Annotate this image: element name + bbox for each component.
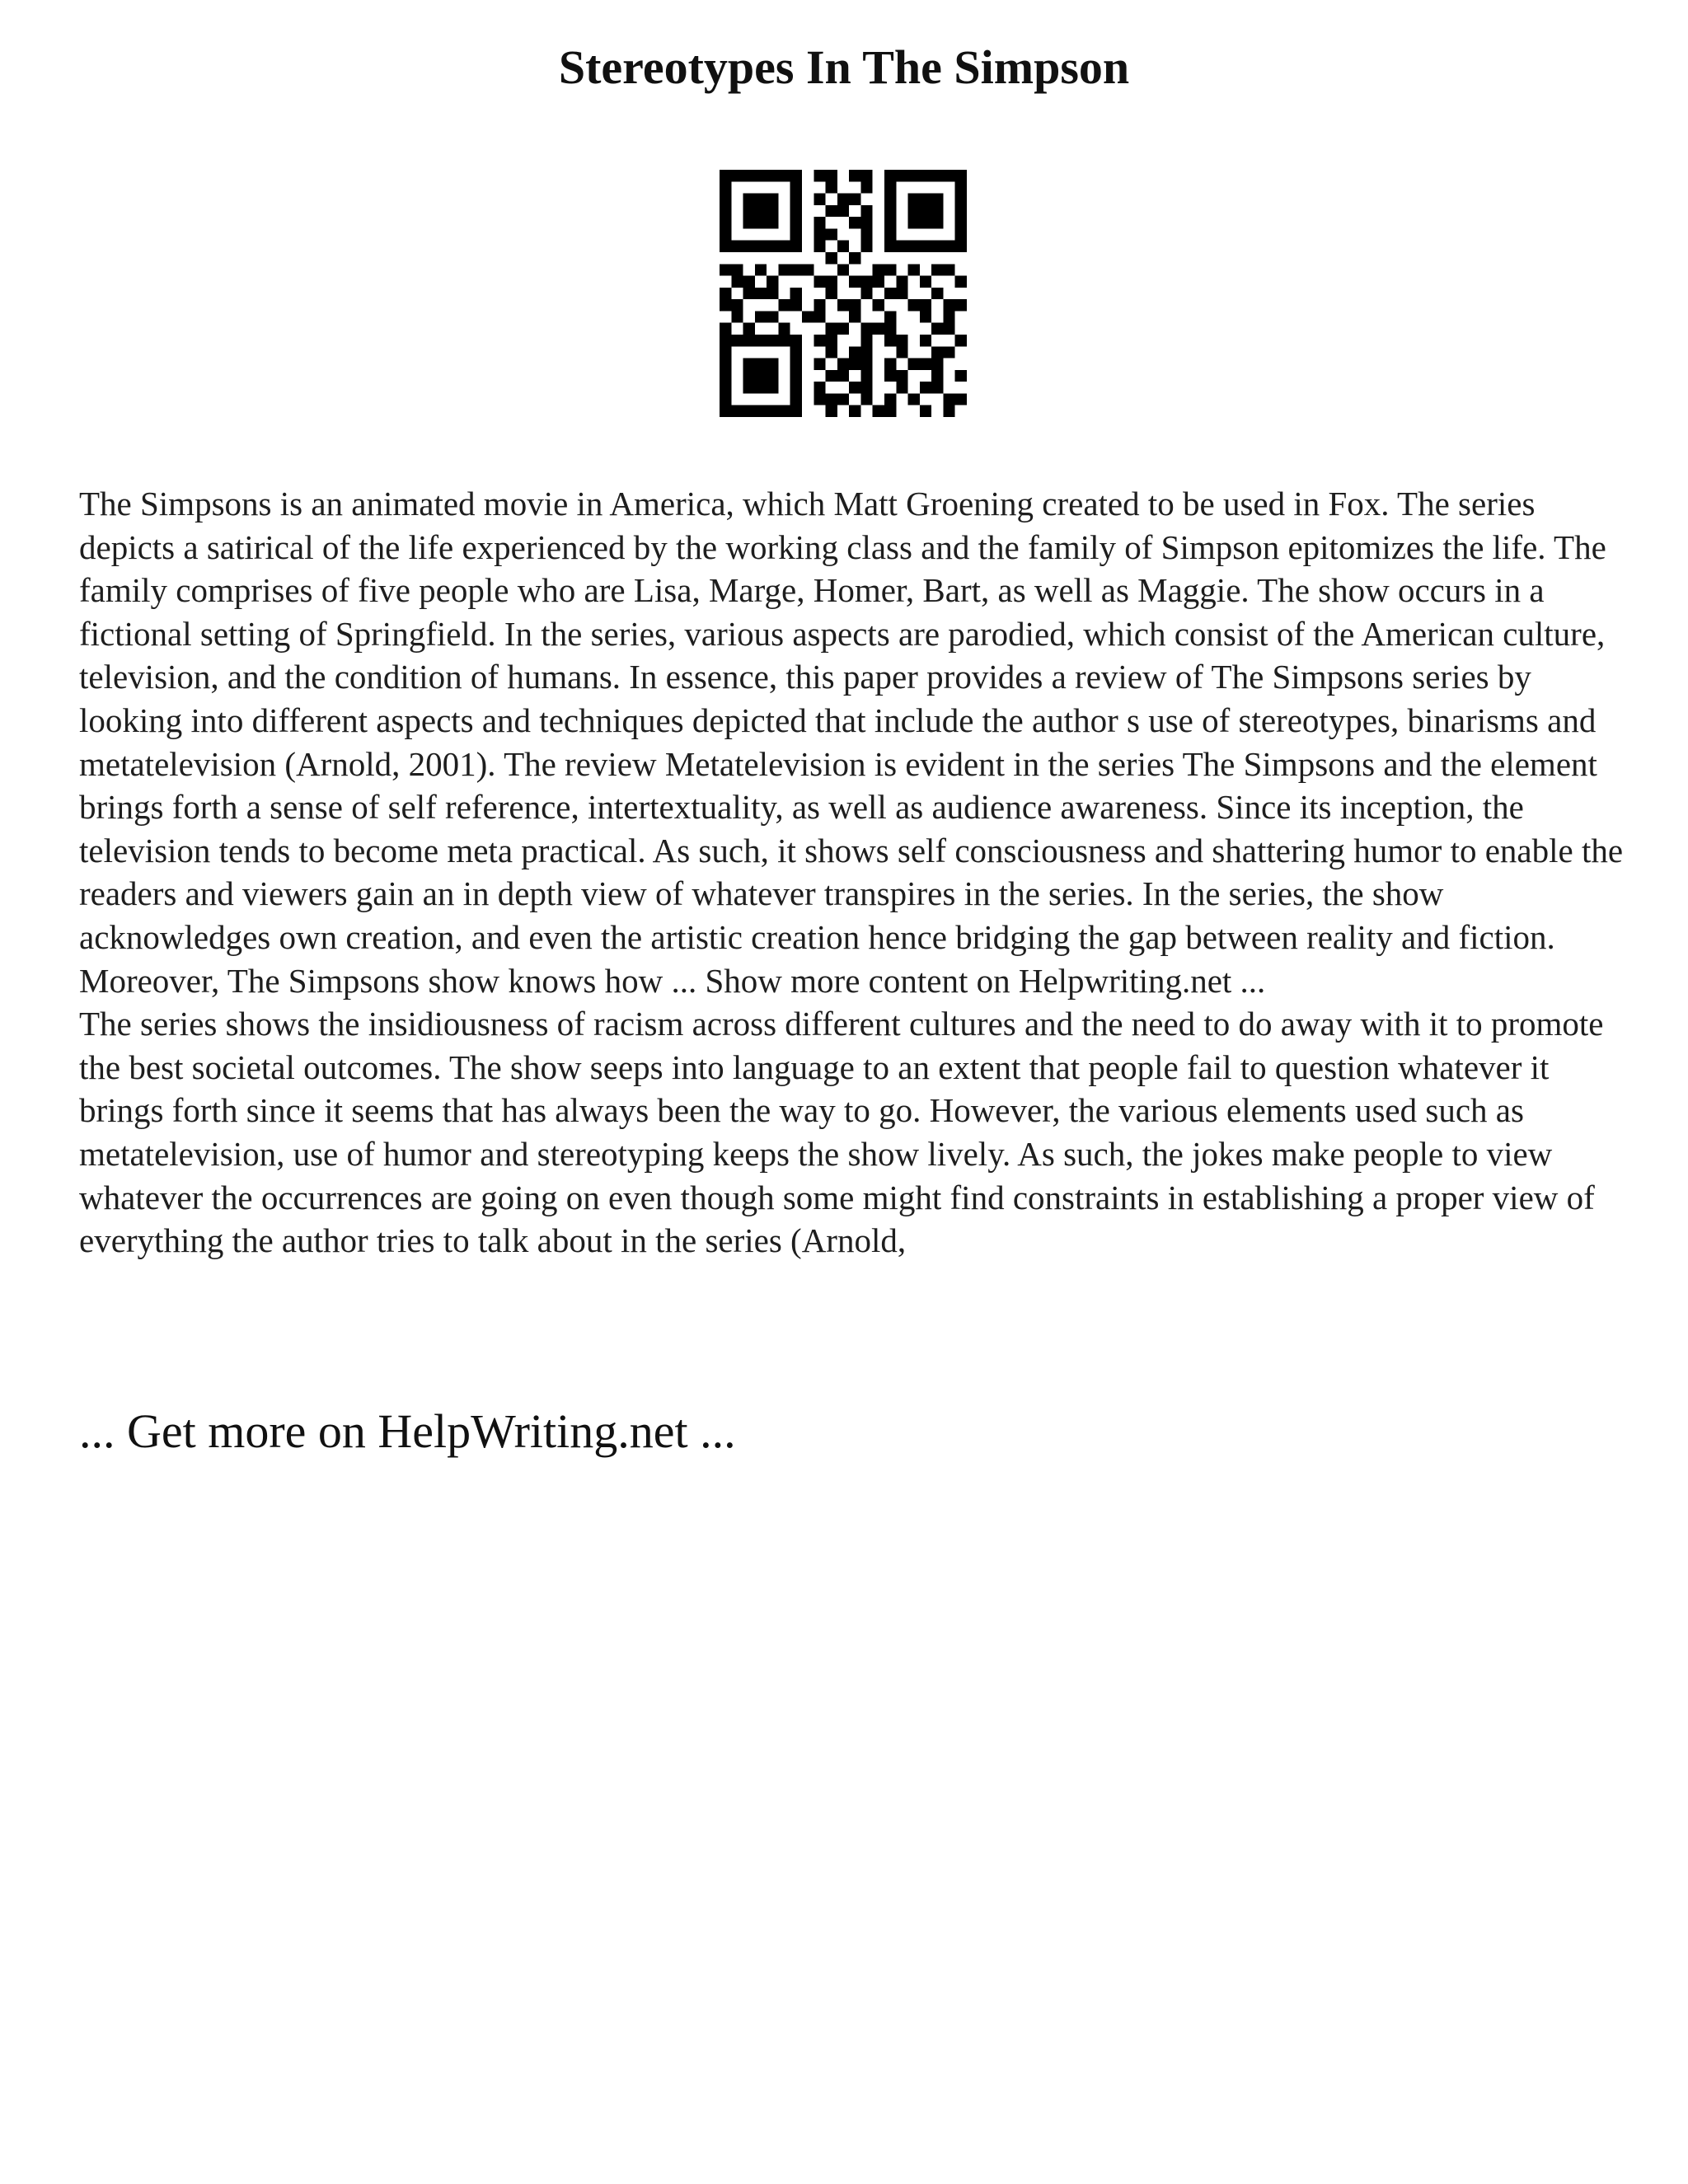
paragraph: The series shows the insidiousness of racism across different cultures and the need to do away with it to promote the best societal outcomes. The show seeps into language to an extent that people fail to question whatever it brings forth since it seems that has always been the way to go. However, the various elements used such as metatelevision, use of humor and stereotyping keeps the show lively. As such, the jokes make people to view whatever the occurrences are going on even though some might find constraints in establishing a proper view of everything the author tries to talk about in the series (Arnold, (79, 1005, 1604, 1260)
paragraph: The Simpsons is an animated movie in America, which Matt Groening created to be used in Fox. The series depicts a satirical of the life experienced by the working class and the family of Simpson epitomizes the life. The family comprises of five people who are Lisa, Marge, Homer, Bart, as well as Maggie. The show occurs in a fictional setting of Springfield. In the series, various aspects are parodied, which consist of the American culture, television, and the condition of humans. In essence, this paper provides a review of The Simpsons series by looking into different aspects and techniques depicted that include the author s use of stereotypes, binarisms and metatelevision (Arnold, 2001). The review Metatelevision is evident in the series The Simpsons and the element brings forth a sense of self reference, intertextuality, as well as audience awareness. Since its inception, the television tends to become meta practical. As such, it shows self consciousness and shattering humor to enable the readers and viewers gain an in depth view of whatever transpires in the series. In the series, the show acknowledges own creation, and even the artistic creation hence bridging the gap between reality and fiction. Moreover, The Simpsons show knows how ... Show more content on Helpwriting.net ... (79, 485, 1624, 1000)
get-more-link[interactable]: ... Get more on HelpWriting.net ... (79, 1404, 736, 1458)
page-title: Stereotypes In The Simpson (558, 40, 1130, 94)
qr-code-icon (720, 170, 967, 417)
article-body (79, 482, 1629, 1263)
